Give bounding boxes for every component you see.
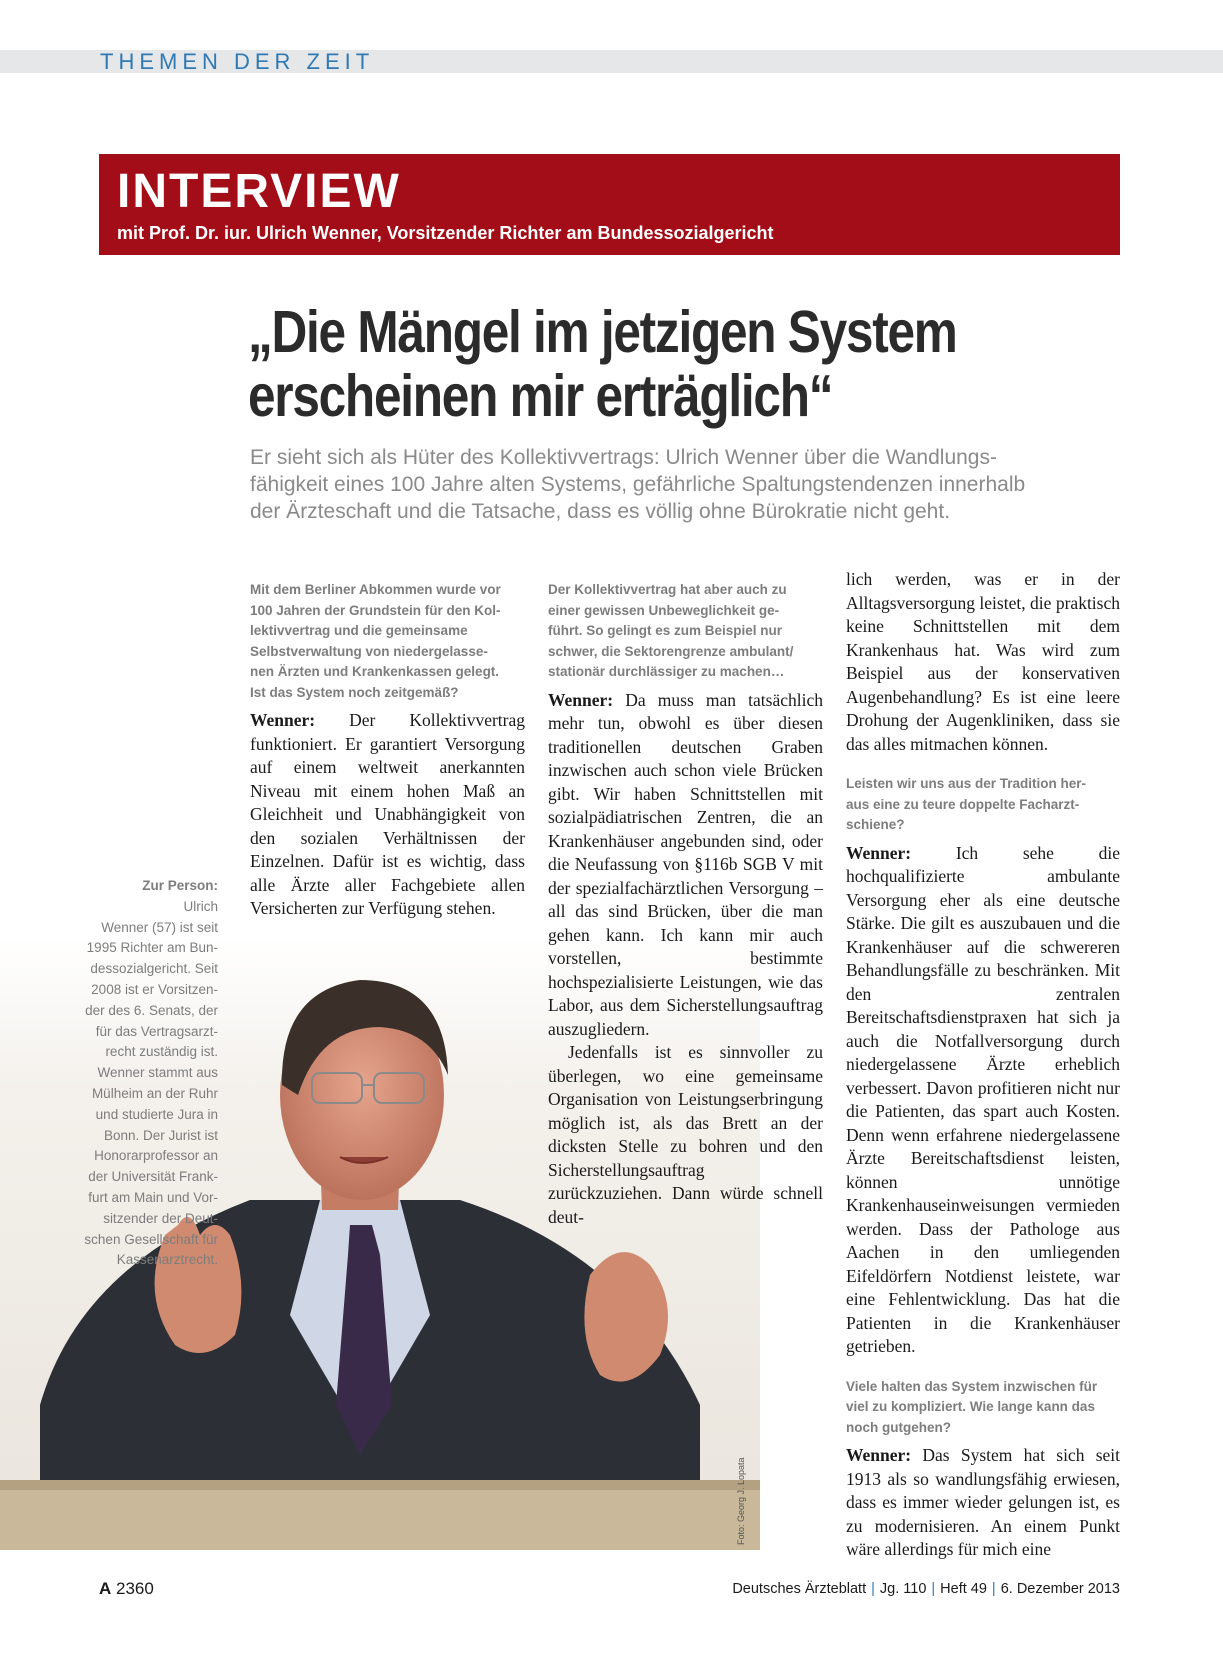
- interview-question: [548, 580, 823, 683]
- sidebar-line: 2008 ist er Vorsitzen-: [91, 981, 218, 997]
- sidebar-line: Wenner (57) ist seit: [101, 919, 218, 935]
- sidebar-line: Honorarprofessor an: [94, 1148, 218, 1164]
- answer-text: Das System hat sich seit 1913 als so wandlungsfähig erwiesen, dass es immer wieder gelungen ist, es zu modernisieren. An einem Punkt wäre allerdings für mich eine: [846, 1445, 1120, 1559]
- interview-answer: [548, 689, 823, 1230]
- question-line: Mit dem Berliner Abkommen wurde vor: [250, 582, 501, 597]
- headline-line: erscheinen mir erträglich“: [248, 363, 833, 429]
- interview-answer: [846, 842, 1120, 1359]
- banner-subtitle: mit Prof. Dr. iur. Ulrich Wenner, Vorsitzender Richter am Bundessozialgericht: [117, 223, 774, 243]
- answer-text: Da muss man tatsächlich mehr tun, obwohl es über diesen traditionellen deutschen Graben inzwischen auch schon viele Brücken gibt. Wir haben Schnittstellen mit sozialpädiatrischen Zentren, die an Krankenhäuser angebunden sind, oder die Neufassung von §116b SGB V mit der spezialfachärztlichen Versorgung – all das sind Brücken, über die man gehen kann. Ich kann mir auch vorstellen, bestimmte hochspezialisierte Leistungen, wie das Labor, aus dem Sicherstellungsauftrag auszugliedern.: [548, 689, 823, 1039]
- answer-continuation: [846, 568, 1120, 756]
- sidebar-line: für das Vertragsarzt-: [95, 1023, 218, 1039]
- interview-answer: [250, 709, 525, 921]
- page-number-value: 2360: [116, 1579, 154, 1598]
- lead-line: fähigkeit eines 100 Jahre alten Systems, gefährliche Spaltungstendenzen innerhalb: [250, 473, 1026, 496]
- sidebar-line: schen Gesellschaft für: [84, 1231, 218, 1247]
- sidebar-line: furt am Main und Vor-: [88, 1189, 218, 1205]
- sidebar-label: Zur Person:: [142, 878, 218, 893]
- banner-kind: INTERVIEW: [117, 165, 401, 218]
- answer-text: Ich sehe die hochqualifizierte ambulante Versorgung eher als eine deutsche Stärke. Die gilt es auszubauen und die Krankenhäuser auf die schwereren Behandlungsfälle zu beschränken. Mit den zentralen Bereitschaftsdienstpraxen hat sich ja auch die Notfallversorgung durch niedergelassene Ärzte erheblich verbessert. Davon profitieren nicht nur die Patienten, das spart auch Kosten. Denn wenn erfahrene niedergelassene Ärzte Bereitschaftsdienst leisten, können unnötige Krankenhauseinweisungen vermieden werden. Dass der Pathologe aus Aachen in den umliegenden Eifeldörfern Notdienst leistete, war eine Fehlentwicklung. Das hat die Patienten in die Krankenhäuser getrieben.: [846, 842, 1121, 1356]
- speaker-label: Wenner:: [548, 689, 614, 710]
- sidebar-line: sitzender der Deut-: [103, 1210, 218, 1226]
- question-line: Selbstverwaltung von niedergelasse-: [250, 643, 488, 659]
- question-line: Ist das System noch zeitgemäß?: [250, 684, 459, 700]
- question-line: noch gutgehen?: [846, 1419, 951, 1435]
- interview-banner: [99, 154, 1120, 255]
- sidebar-line: dessozialgericht. Seit: [90, 961, 218, 977]
- journal-volume: Jg. 110: [879, 1581, 927, 1597]
- headline-line: „Die Mängel im jetzigen System: [248, 299, 957, 365]
- page-number: [99, 1579, 154, 1599]
- question-line: schwer, die Sektorengrenze ambulant/: [548, 643, 794, 659]
- speaker-label: Wenner:: [846, 842, 912, 863]
- journal-name: Deutsches Ärzteblatt: [732, 1581, 867, 1597]
- question-line: Der Kollektivvertrag hat aber auch zu: [548, 582, 787, 597]
- sidebar-line: Mülheim an der Ruhr: [91, 1085, 218, 1101]
- journal-date: 6. Dezember 2013: [1000, 1581, 1120, 1597]
- question-line: schiene?: [846, 817, 905, 832]
- answer-paragraph: Jedenfalls ist es sinnvoller zu überlegen, wo eine gemeinsame Organisation von Leistungserbringung möglich ist, als das Brett an der dicksten Stelle zu bohren und den Sicherstellungsauftrag zurückzuziehen. Dann würde schnell deut-: [548, 1042, 823, 1227]
- question-line: Leisten wir uns aus der Tradition her-: [846, 776, 1087, 791]
- speaker-label: Wenner:: [846, 1445, 912, 1465]
- lead-line: der Ärzteschaft und die Tatsache, dass es völlig ohne Bürokratie nicht geht.: [250, 500, 951, 523]
- question-line: führt. So gelingt es zum Beispiel nur: [548, 623, 783, 638]
- text-column-2: [548, 580, 823, 1229]
- answer-text: Der Kollektivvertrag funktioniert. Er garantiert Versorgung auf einem weltweit anerkannten Niveau mit einem hohen Maß an Gleichheit und Unabhängigkeit von den sozialen Verhältnissen der Einzelnen. Dafür ist es wichtig, dass alle Ärzte aller Fachgebiete allen Versicherten zur Verfügung stehen.: [250, 710, 525, 918]
- sidebar-line: Wenner stammt aus: [97, 1065, 218, 1081]
- question-line: stationär durchlässiger zu machen…: [548, 664, 785, 679]
- sidebar-line: Bonn. Der Jurist ist: [103, 1127, 218, 1143]
- question-line: nen Ärzten und Krankenkassen gelegt.: [250, 664, 500, 679]
- question-line: einer gewissen Unbeweglichkeit ge-: [548, 602, 780, 618]
- article-lead: [250, 444, 1130, 525]
- question-line: lektivvertrag und die gemeinsame: [250, 623, 468, 638]
- person-sidebar: [60, 876, 218, 1271]
- sidebar-line: recht zuständig ist.: [105, 1044, 218, 1060]
- text-column-1: [250, 580, 525, 921]
- journal-footer: Deutsches Ärzteblatt | Jg. 110 | Heft 49 | 6. Dezember 2013: [732, 1581, 1120, 1597]
- photo-credit: Foto: Georg J. Lopata: [736, 1457, 746, 1545]
- section-label: THEMEN DER ZEIT: [100, 49, 375, 74]
- interview-question: [846, 1377, 1120, 1439]
- question-line: aus eine zu teure doppelte Facharzt-: [846, 796, 1080, 812]
- article-headline: [248, 300, 987, 428]
- page-prefix: A: [99, 1579, 112, 1598]
- sidebar-line: der des 6. Senats, der: [85, 1002, 218, 1018]
- sidebar-line: der Universität Frank-: [88, 1169, 218, 1185]
- text-column-3: [846, 568, 1120, 1562]
- interview-question: [846, 774, 1120, 836]
- interview-answer: [846, 1444, 1120, 1562]
- sidebar-line: und studierte Jura in: [95, 1106, 218, 1122]
- speaker-label: Wenner:: [250, 710, 316, 730]
- answer-text: lich werden, was er in der Alltagsversorgung leistet, die praktisch keine Schnittstellen mit dem Krankenhaus hat. Was wird zum Beispiel aus der konservativen Augenbehandlung? Es ist eine leere Drohung der Augenkliniken, dass sie das alles mitmachen können.: [846, 569, 1120, 754]
- journal-issue: Heft 49: [940, 1581, 987, 1597]
- lead-line: Er sieht sich als Hüter des Kollektivvertrags: Ulrich Wenner über die Wandlungs-: [250, 446, 997, 469]
- interview-question: [250, 580, 525, 703]
- sidebar-line: 1995 Richter am Bun-: [86, 940, 218, 956]
- question-line: 100 Jahren der Grundstein für den Kol-: [250, 602, 501, 618]
- question-line: Viele halten das System inzwischen für: [846, 1378, 1098, 1394]
- sidebar-line: Kassenarztrecht.: [116, 1252, 218, 1268]
- sidebar-line: Ulrich: [183, 898, 218, 914]
- question-line: viel zu kompliziert. Wie lange kann das: [846, 1399, 1095, 1414]
